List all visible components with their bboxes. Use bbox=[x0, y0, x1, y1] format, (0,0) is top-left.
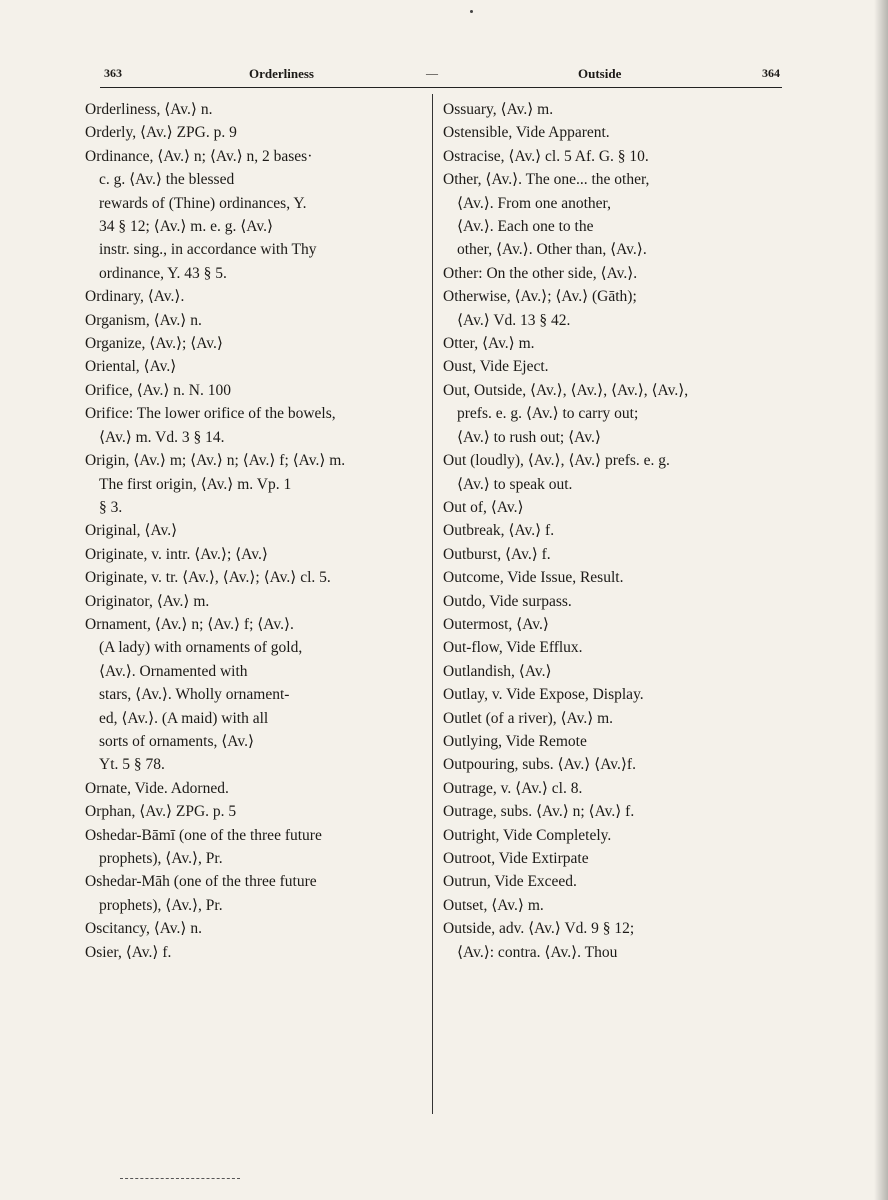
entry-line: Oshedar-Māh (one of the three future bbox=[85, 873, 317, 891]
entry-line: Organize, ⟨Av.⟩; ⟨Av.⟩ bbox=[85, 335, 223, 353]
entry-line: Original, ⟨Av.⟩ bbox=[85, 522, 178, 540]
header-title-left: Orderliness bbox=[249, 66, 314, 81]
entry-line: Outbreak, ⟨Av.⟩ f. bbox=[443, 522, 555, 540]
entry-line: Outermost, ⟨Av.⟩ bbox=[443, 615, 549, 633]
entry-line: Oriental, ⟨Av.⟩ bbox=[85, 358, 177, 376]
entry-line: Other: On the other side, ⟨Av.⟩. bbox=[443, 264, 638, 282]
entry-line: Outlandish, ⟨Av.⟩ bbox=[443, 662, 552, 680]
entry-line: Originator, ⟨Av.⟩ m. bbox=[85, 592, 210, 610]
entry-line: Outset, ⟨Av.⟩ m. bbox=[443, 896, 544, 914]
entry-line: Yt. 5 § 78. bbox=[99, 756, 165, 774]
entry-line: ⟨Av.⟩ m. Vd. 3 § 14. bbox=[99, 428, 225, 446]
entry-line: Orifice, ⟨Av.⟩ n. N. 100 bbox=[85, 381, 231, 399]
entry-line: ⟨Av.⟩ to rush out; ⟨Av.⟩ bbox=[457, 428, 601, 446]
entry-line: Outpouring, subs. ⟨Av.⟩ ⟨Av.⟩f. bbox=[443, 756, 636, 774]
page-number-left: 363 bbox=[104, 66, 122, 80]
entry-line: The first origin, ⟨Av.⟩ m. Vp. 1 bbox=[99, 475, 292, 493]
entry-line: prophets), ⟨Av.⟩, Pr. bbox=[99, 850, 223, 867]
entry-line: ⟨Av.⟩. Ornamented with bbox=[99, 662, 248, 680]
entry-line: Otter, ⟨Av.⟩ m. bbox=[443, 335, 535, 353]
entry-line: sorts of ornaments, ⟨Av.⟩ bbox=[99, 732, 255, 750]
entry-line: Otherwise, ⟨Av.⟩; ⟨Av.⟩ (Gāth); bbox=[443, 288, 637, 306]
entry-line: Outlet (of a river), ⟨Av.⟩ m. bbox=[443, 709, 614, 727]
entry-line: Ordinance, ⟨Av.⟩ n; ⟨Av.⟩ n, 2 bases· bbox=[85, 147, 313, 165]
entry-line: Outright, Vide Completely. bbox=[443, 826, 612, 844]
entry-line: Out, Outside, ⟨Av.⟩, ⟨Av.⟩, ⟨Av.⟩, ⟨Av.⟩, bbox=[443, 381, 689, 399]
entry-line: Outrun, Vide Exceed. bbox=[443, 873, 577, 891]
entry-line: Outlay, v. Vide Expose, Display. bbox=[443, 686, 644, 704]
speck bbox=[470, 10, 473, 13]
entry-line: ordinance, Y. 43 § 5. bbox=[99, 264, 227, 282]
entry-line: Outrage, subs. ⟨Av.⟩ n; ⟨Av.⟩ f. bbox=[443, 803, 635, 821]
entry-line: Ornate, Vide. Adorned. bbox=[85, 779, 229, 797]
entry-line: Out of, ⟨Av.⟩ bbox=[443, 498, 524, 516]
entry-line: Originate, v. intr. ⟨Av.⟩; ⟨Av.⟩ bbox=[85, 545, 268, 563]
entry-line: Originate, v. tr. ⟨Av.⟩, ⟨Av.⟩; ⟨Av.⟩ cl. 5. bbox=[85, 569, 331, 587]
entry-line: (A lady) with ornaments of gold, bbox=[99, 639, 303, 657]
entry-line: ⟨Av.⟩ to speak out. bbox=[457, 475, 573, 493]
entry-line: ⟨Av.⟩ Vd. 13 § 42. bbox=[457, 311, 571, 329]
entry-line: Out (loudly), ⟨Av.⟩, ⟨Av.⟩ prefs. e. g. bbox=[443, 452, 670, 470]
entry-line: Orifice: The lower orifice of the bowels, bbox=[85, 405, 336, 423]
entry-line: Outlying, Vide Remote bbox=[443, 732, 587, 750]
entry-line: § 3. bbox=[99, 498, 123, 516]
bottom-marks bbox=[120, 1178, 240, 1179]
entry-line: Origin, ⟨Av.⟩ m; ⟨Av.⟩ n; ⟨Av.⟩ f; ⟨Av.⟩ m. bbox=[85, 452, 346, 470]
entry-line: ⟨Av.⟩. Each one to the bbox=[457, 218, 594, 236]
left-column bbox=[85, 98, 420, 964]
entry-line: Ostracise, ⟨Av.⟩ cl. 5 Af. G. § 10. bbox=[443, 147, 649, 165]
page-edge-shadow bbox=[874, 0, 888, 1200]
entry-line: Outside, adv. ⟨Av.⟩ Vd. 9 § 12; bbox=[443, 920, 635, 938]
entry-line: instr. sing., in accordance with Thy bbox=[99, 241, 317, 259]
entry-line: Organism, ⟨Av.⟩ n. bbox=[85, 311, 202, 329]
entry-line: Orderly, ⟨Av.⟩ ZPG. p. 9 bbox=[85, 124, 237, 142]
entry-line: Out-flow, Vide Efflux. bbox=[443, 639, 583, 657]
entry-line: stars, ⟨Av.⟩. Wholly ornament- bbox=[99, 686, 290, 704]
header-rule bbox=[100, 87, 782, 88]
entry-line: ed, ⟨Av.⟩. (A maid) with all bbox=[99, 709, 269, 727]
entry-line: Orderliness, ⟨Av.⟩ n. bbox=[85, 101, 213, 118]
page-number-right: 364 bbox=[762, 66, 780, 80]
entry-line: Ornament, ⟨Av.⟩ n; ⟨Av.⟩ f; ⟨Av.⟩. bbox=[85, 615, 294, 633]
entry-line: 34 § 12; ⟨Av.⟩ m. e. g. ⟨Av.⟩ bbox=[99, 218, 274, 236]
entry-line: Other, ⟨Av.⟩. The one... the other, bbox=[443, 171, 650, 189]
header-dash: — bbox=[426, 66, 438, 80]
entry-line: rewards of (Thine) ordinances, Y. bbox=[99, 194, 307, 212]
entry-line: other, ⟨Av.⟩. Other than, ⟨Av.⟩. bbox=[457, 241, 647, 259]
entry-line: Outcome, Vide Issue, Result. bbox=[443, 569, 624, 587]
entry-line: Oshedar-Bāmī (one of the three future bbox=[85, 826, 322, 844]
entry-line: Ordinary, ⟨Av.⟩. bbox=[85, 288, 185, 306]
right-column bbox=[443, 98, 790, 964]
entry-line: Ossuary, ⟨Av.⟩ m. bbox=[443, 101, 554, 118]
entry-line: Outrage, v. ⟨Av.⟩ cl. 8. bbox=[443, 779, 583, 797]
column-divider bbox=[432, 94, 433, 1114]
header-title-right: Outside bbox=[578, 66, 622, 81]
entry-line: Outburst, ⟨Av.⟩ f. bbox=[443, 545, 551, 563]
entry-line: Outroot, Vide Extirpate bbox=[443, 850, 589, 867]
entry-line: prefs. e. g. ⟨Av.⟩ to carry out; bbox=[457, 405, 639, 423]
entry-line: Orphan, ⟨Av.⟩ ZPG. p. 5 bbox=[85, 803, 237, 821]
entry-line: Oscitancy, ⟨Av.⟩ n. bbox=[85, 920, 202, 938]
entry-line: Oust, Vide Eject. bbox=[443, 358, 549, 376]
entry-line: Outdo, Vide surpass. bbox=[443, 592, 572, 610]
entry-line: ⟨Av.⟩. From one another, bbox=[457, 194, 611, 212]
running-header bbox=[104, 62, 780, 84]
entry-line: Osier, ⟨Av.⟩ f. bbox=[85, 943, 172, 961]
entry-line: c. g. ⟨Av.⟩ the blessed bbox=[99, 171, 235, 189]
entry-line: prophets), ⟨Av.⟩, Pr. bbox=[99, 896, 223, 914]
entry-line: Ostensible, Vide Apparent. bbox=[443, 124, 610, 142]
entry-line: ⟨Av.⟩: contra. ⟨Av.⟩. Thou bbox=[457, 943, 618, 961]
